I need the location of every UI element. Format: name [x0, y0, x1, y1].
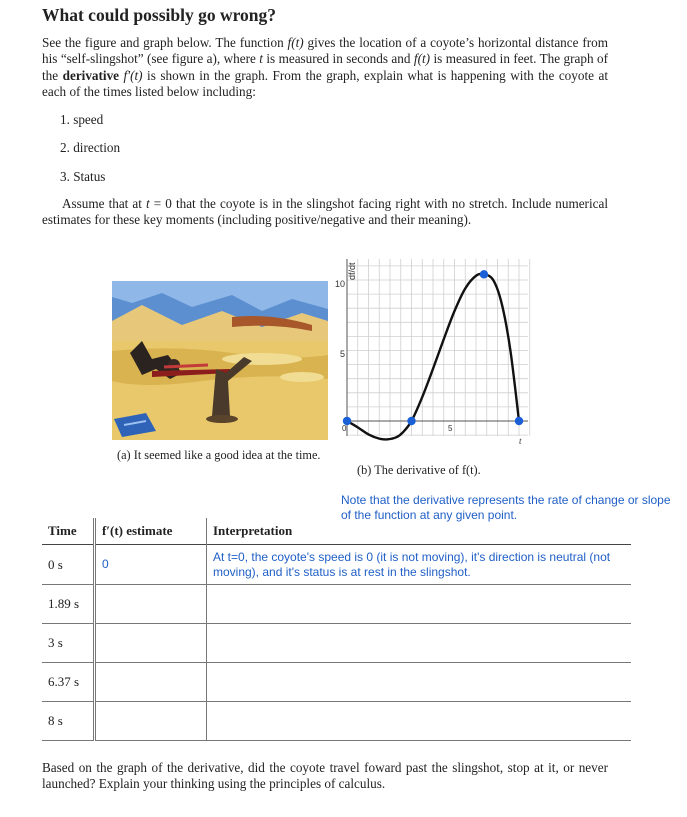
closing-question: Based on the graph of the derivative, did the coyote travel foward past the slingshot, stop at it, or never launched? Explain your thinking using the principles of calculus. — [42, 760, 608, 792]
graph-xlabel: t — [519, 436, 522, 446]
table-row — [42, 545, 631, 585]
page-title: What could possibly go wrong? — [42, 5, 277, 25]
interpretation-cell[interactable]: At t=0, the coyote's speed is 0 (it is not moving), it's direction is neutral (not moving), and it's status is at rest in the slingshot. — [207, 545, 632, 585]
derivative-note: Note that the derivative represents the rate of change or slope of the function at any given point. — [341, 493, 671, 522]
estimate-cell[interactable] — [95, 663, 207, 702]
graph-ylabel: df/dt — [347, 262, 357, 280]
header-estimate: f′(t) estimate — [95, 518, 207, 545]
figure-b-caption: (b) The derivative of f(t). — [357, 463, 481, 477]
estimate-cell[interactable] — [95, 585, 207, 624]
list-item-speed: 1. speed — [60, 112, 104, 127]
header-time: Time — [42, 518, 95, 545]
assume-paragraph: Assume that at t = 0 that the coyote is in the slingshot facing right with no stretch. Include numerical estimates for these key moments (including positive/negative and their meaning). — [42, 196, 608, 228]
estimate-cell[interactable] — [95, 624, 207, 663]
interpretation-cell[interactable] — [207, 702, 632, 741]
graph-grid — [347, 259, 530, 436]
key-point-marker — [480, 270, 488, 278]
key-point-marker — [407, 417, 415, 425]
table-row — [42, 702, 631, 741]
time-cell: 1.89 s — [42, 585, 95, 624]
tick-label-x5: 5 — [448, 424, 453, 433]
interpretation-cell[interactable] — [207, 585, 632, 624]
list-item-direction: 2. direction — [60, 140, 121, 155]
time-cell: 0 s — [42, 545, 95, 585]
key-point-marker — [515, 417, 523, 425]
header-interpretation: Interpretation — [213, 523, 293, 538]
table-row — [42, 585, 631, 624]
table-row — [42, 663, 631, 702]
figure-a-caption: (a) It seemed like a good idea at the time. — [117, 448, 321, 462]
interpretation-cell[interactable] — [207, 663, 632, 702]
interpretation-cell[interactable] — [207, 624, 632, 663]
coyote-slingshot-image — [112, 281, 328, 440]
time-cell: 8 s — [42, 702, 95, 741]
tick-label-0: 0 — [342, 424, 347, 433]
tick-label-5: 5 — [340, 349, 346, 359]
tick-label-10: 10 — [335, 279, 346, 289]
estimate-cell[interactable] — [95, 702, 207, 741]
interpretation-table — [42, 518, 631, 741]
derivative-graph — [333, 254, 533, 454]
time-cell: 6.37 s — [42, 663, 95, 702]
list-item-status: 3. Status — [60, 169, 106, 184]
key-point-marker — [343, 417, 351, 425]
table-row — [42, 624, 631, 663]
estimate-cell[interactable]: 0 — [95, 545, 207, 585]
intro-paragraph: See the figure and graph below. The function f(t) gives the location of a coyote’s horizontal distance from his “self-slingshot” (see figure a), where t is measured in seconds and f(t) is measured in feet. The graph of the derivative f′(t) is shown in the graph. From the graph, explain what is happening with the coyote at each of the times listed below including: — [42, 35, 609, 99]
time-cell: 3 s — [42, 624, 95, 663]
